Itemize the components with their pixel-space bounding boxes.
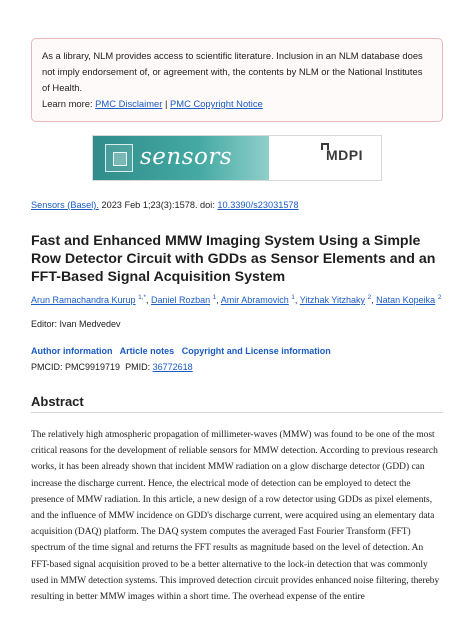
pmid-label: PMID: xyxy=(125,362,153,372)
author-list: Arun Ramachandra Kurup $^{1,*}$, Daniel Rozban $^1$, Amir Abramovich $^1$, Yitzhak Yitzhaky $^2$, Natan Kopeika $^2$ xyxy=(31,294,442,305)
doi-link[interactable]: 10.3390/s23031578 xyxy=(217,200,299,210)
article-identifiers xyxy=(31,362,193,372)
pmc-disclaimer-link[interactable]: PMC Disclaimer xyxy=(95,98,163,109)
chip-icon xyxy=(105,144,133,172)
author-link[interactable]: Yitzhak Yitzhaky xyxy=(299,295,365,305)
nlm-notice-box xyxy=(31,38,443,122)
learn-more-label: Learn more: xyxy=(42,98,96,109)
author-information-link[interactable]: Author information xyxy=(31,346,113,356)
article-title: Fast and Enhanced MMW Imaging System Using a Simple Row Detector Circuit with GDDs as Sensor Elements and an FFT-Based Signal Acquisition System xyxy=(31,233,436,285)
notice-text: As a library, NLM provides access to scientific literature. Inclusion in an NLM database does not imply endorsement of, or agreement with, the contents by NLM or the National Institutes of Health. xyxy=(42,50,423,93)
pmcid: PMCID: PMC9919719 xyxy=(31,362,121,372)
pmid-link[interactable]: 36772618 xyxy=(152,362,193,372)
abstract-divider xyxy=(31,412,443,413)
author-affiliation[interactable]: 2 xyxy=(367,294,372,301)
article-info-links xyxy=(31,346,336,356)
article-notes-link[interactable]: Article notes xyxy=(119,346,175,356)
journal-link[interactable]: Sensors (Basel). xyxy=(31,200,99,210)
journal-logo-text: sensors xyxy=(140,144,233,170)
citation-line xyxy=(31,200,299,210)
author-link[interactable]: Natan Kopeika xyxy=(376,295,436,305)
journal-banner[interactable] xyxy=(92,135,382,181)
journal-banner-background xyxy=(93,136,269,180)
author-affiliation[interactable]: 2 xyxy=(437,294,442,301)
author-link[interactable]: Daniel Rozban xyxy=(151,295,211,305)
pmc-copyright-link[interactable]: PMC Copyright Notice xyxy=(170,98,263,109)
author-affiliation[interactable]: 1,* xyxy=(138,294,147,301)
notice-separator: | xyxy=(162,98,171,109)
author-link[interactable]: Arun Ramachandra Kurup xyxy=(31,295,136,305)
author-affiliation[interactable]: 1 xyxy=(212,294,217,301)
publisher-logo-text: MDPI xyxy=(326,147,363,163)
editor-line: Editor: Ivan Medvedev xyxy=(31,319,121,329)
copyright-license-link[interactable]: Copyright and License information xyxy=(181,346,331,356)
author-affiliation[interactable]: 1 xyxy=(291,294,295,301)
abstract-heading: Abstract xyxy=(31,394,84,409)
abstract-text: The relatively high atmospheric propagation of millimeter-waves (MMW) was found to be one of the most critical reasons for the development of reliable sensors for MMW detection. According to previous research works, it has been already shown that incident MMW radiation on a glow discharge detector (GDD) can increase the discharge current. Hence, the electrical mode of detection can be employed to detect the presence of MMW radiation. In this article, a new design of a row detector using GDDs as pixel elements, and the influence of MMW incidence on GDD's discharge current, were acquired using an elementary data acquisition (DAQ) platform. The DAQ system computes the averaged Fast Fourier Transform (FFT) spectrum of the time signal and returns the FFT results as magnitude based on the level of detection. An FFT-based signal acquisition proved to be a better alternative to the lock-in detection that was commonly used in MMW detection systems. This improved detection circuit provides enhanced noise filtering, thereby resulting in better MMW images within a short time. The overhead expense of the entire xyxy=(31,430,440,603)
author-link[interactable]: Amir Abramovich xyxy=(220,295,289,305)
citation-details: 2023 Feb 1;23(3):1578. doi: xyxy=(98,200,218,210)
